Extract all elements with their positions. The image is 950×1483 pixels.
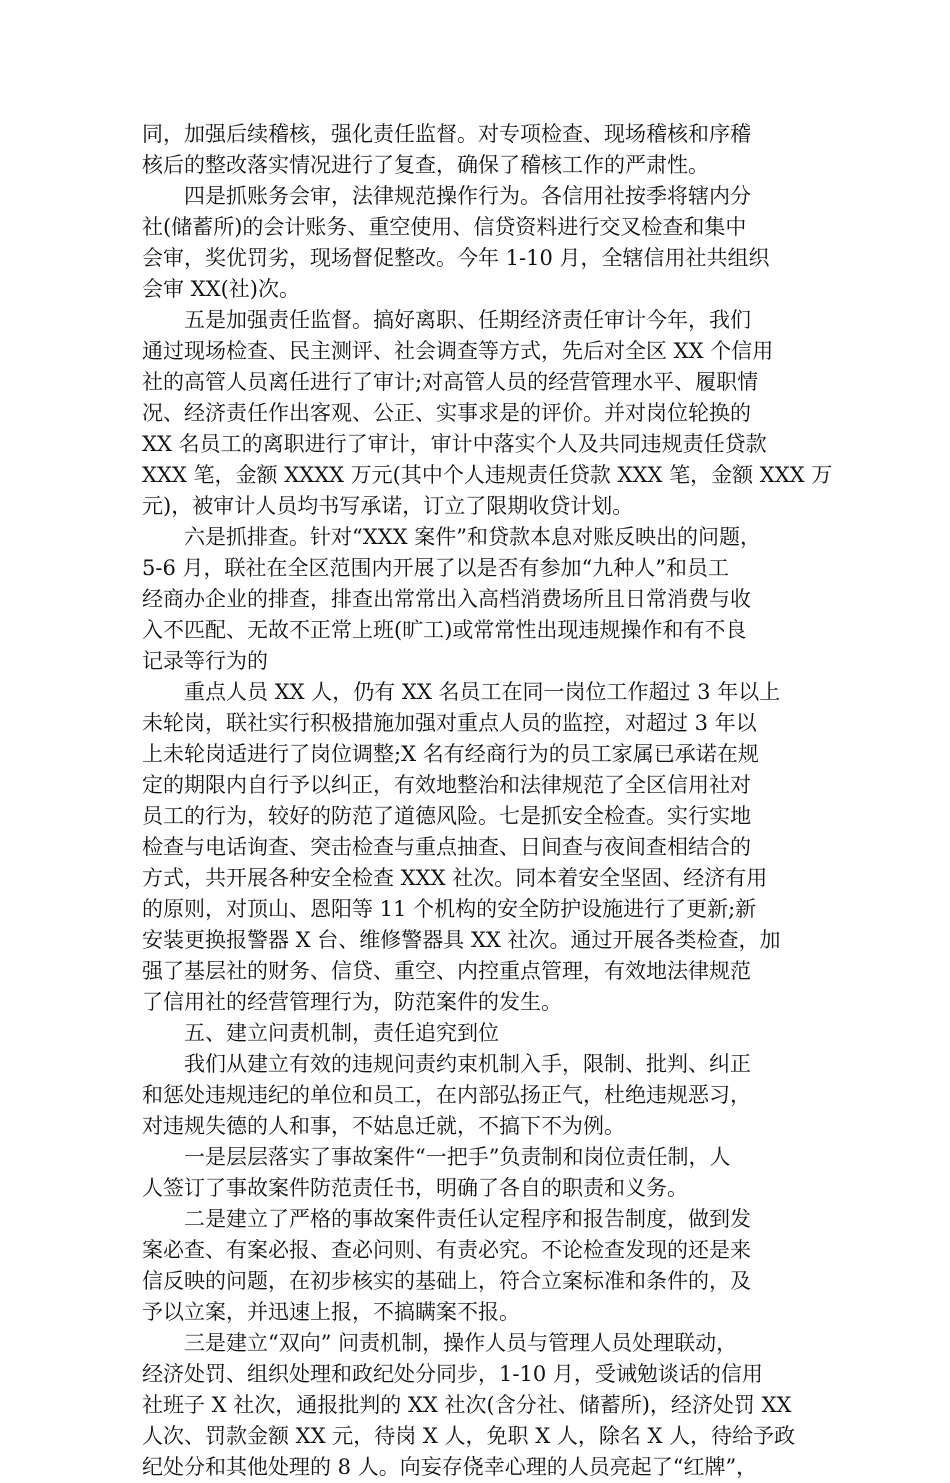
text-line: 经济处罚、组织处理和政纪处分同步，1-10 月，受诫勉谈话的信用 xyxy=(142,1362,763,1386)
text-line: 未轮岗，联社实行积极措施加强对重点人员的监控，对超过 3 年以 xyxy=(142,711,757,735)
text-line: 核后的整改落实情况进行了复查，确保了稽核工作的严肃性。 xyxy=(142,153,709,177)
text-line: 一是层层落实了事故案件“一把手”负责制和岗位责任制，人 xyxy=(184,1145,731,1169)
text-line: 上未轮岗适进行了岗位调整;X 名有经商行为的员工家属已承诺在规 xyxy=(142,742,759,766)
text-line: 予以立案，并迅速上报，不搞瞒案不报。 xyxy=(142,1300,520,1324)
text-line: 方式，共开展各种安全检查 XXX 社次。同本着安全坚固、经济有用 xyxy=(142,866,768,890)
text-line: 社班子 X 社次，通报批判的 XX 社次(含分社、储蓄所)，经济处罚 XX xyxy=(142,1393,792,1417)
text-line: 三是建立“双向” 问责机制，操作人员与管理人员处理联动， xyxy=(184,1331,738,1355)
text-line: 六是抓排查。针对“XXX 案件”和贷款本息对账反映出的问题， xyxy=(184,525,761,549)
text-line: 五是加强责任监督。搞好离职、任期经济责任审计今年，我们 xyxy=(184,308,751,332)
text-line: 记录等行为的 xyxy=(142,649,268,673)
text-line: 的原则，对顶山、恩阳等 11 个机构的安全防护设施进行了更新;新 xyxy=(142,897,757,921)
text-line: 案必查、有案必报、查必问则、有责必究。不论检查发现的还是来 xyxy=(142,1238,751,1262)
text-line: 了信用社的经营管理行为，防范案件的发生。 xyxy=(142,990,562,1014)
text-line: 强了基层社的财务、信贷、重空、内控重点管理，有效地法律规范 xyxy=(142,959,751,983)
text-line: 员工的行为，较好的防范了道德风险。七是抓安全检查。实行实地 xyxy=(142,804,751,828)
text-line: XX 名员工的离职进行了审计，审计中落实个人及共同违规责任贷款 xyxy=(142,432,767,456)
text-line: 二是建立了严格的事故案件责任认定程序和报告制度，做到发 xyxy=(184,1207,751,1231)
text-line: 纪处分和其他处理的 8 人。向妄存侥幸心理的人员亮起了“红牌”， xyxy=(142,1455,758,1479)
text-line: 社的高管人员离任进行了审计;对高管人员的经营管理水平、履职情 xyxy=(142,370,759,394)
text-line: 会审 XX(社)次。 xyxy=(142,277,300,301)
text-line: 元)，被审计人员均书写承诺，订立了限期收贷计划。 xyxy=(142,494,634,518)
document-body xyxy=(142,119,832,1483)
text-line: 会审，奖优罚劣，现场督促整改。今年 1-10 月，全辖信用社共组织 xyxy=(142,246,770,270)
text-line: 五、建立问责机制，责任追究到位 xyxy=(184,1021,499,1045)
text-line: 信反映的问题，在初步核实的基础上，符合立案标准和条件的，及 xyxy=(142,1269,751,1293)
text-line: 社(储蓄所)的会计账务、重空使用、信贷资料进行交叉检查和集中 xyxy=(142,215,747,239)
text-line: 我们从建立有效的违规问责约束机制入手，限制、批判、纠正 xyxy=(184,1052,751,1076)
text-line: 人次、罚款金额 XX 元，待岗 X 人，免职 X 人，除名 X 人，待给予政 xyxy=(142,1424,796,1448)
text-line: 5-6 月，联社在全区范围内开展了以是否有参加“九种人”和员工 xyxy=(142,556,729,580)
text-line: 同，加强后续稽核，强化责任监督。对专项检查、现场稽核和序稽 xyxy=(142,122,751,146)
text-line: 检查与电话询查、突击检查与重点抽查、日间查与夜间查相结合的 xyxy=(142,835,751,859)
text-line: XXX 笔，金额 XXXX 万元(其中个人违规责任贷款 XXX 笔，金额 XXX 万 xyxy=(142,463,832,487)
text-line: 况、经济责任作出客观、公正、实事求是的评价。并对岗位轮换的 xyxy=(142,401,751,425)
text-line: 和惩处违规违纪的单位和员工，在内部弘扬正气，杜绝违规恶习， xyxy=(142,1083,751,1107)
text-line: 入不匹配、无故不正常上班(旷工)或常常性出现违规操作和有不良 xyxy=(142,618,747,642)
text-line: 通过现场检查、民主测评、社会调查等方式，先后对全区 XX 个信用 xyxy=(142,339,774,363)
text-line: 四是抓账务会审，法律规范操作行为。各信用社按季将辖内分 xyxy=(184,184,751,208)
text-line: 人签订了事故案件防范责任书，明确了各自的职责和义务。 xyxy=(142,1176,688,1200)
text-line: 经商办企业的排查，排查出常常出入高档消费场所且日常消费与收 xyxy=(142,587,751,611)
text-line: 对违规失德的人和事，不姑息迁就，不搞下不为例。 xyxy=(142,1114,625,1138)
text-line: 安装更换报警器 X 台、维修警器具 XX 社次。通过开展各类检查，加 xyxy=(142,928,781,952)
text-line: 定的期限内自行予以纠正，有效地整治和法律规范了全区信用社对 xyxy=(142,773,751,797)
text-line: 重点人员 XX 人，仍有 XX 名员工在同一岗位工作超过 3 年以上 xyxy=(184,680,781,704)
